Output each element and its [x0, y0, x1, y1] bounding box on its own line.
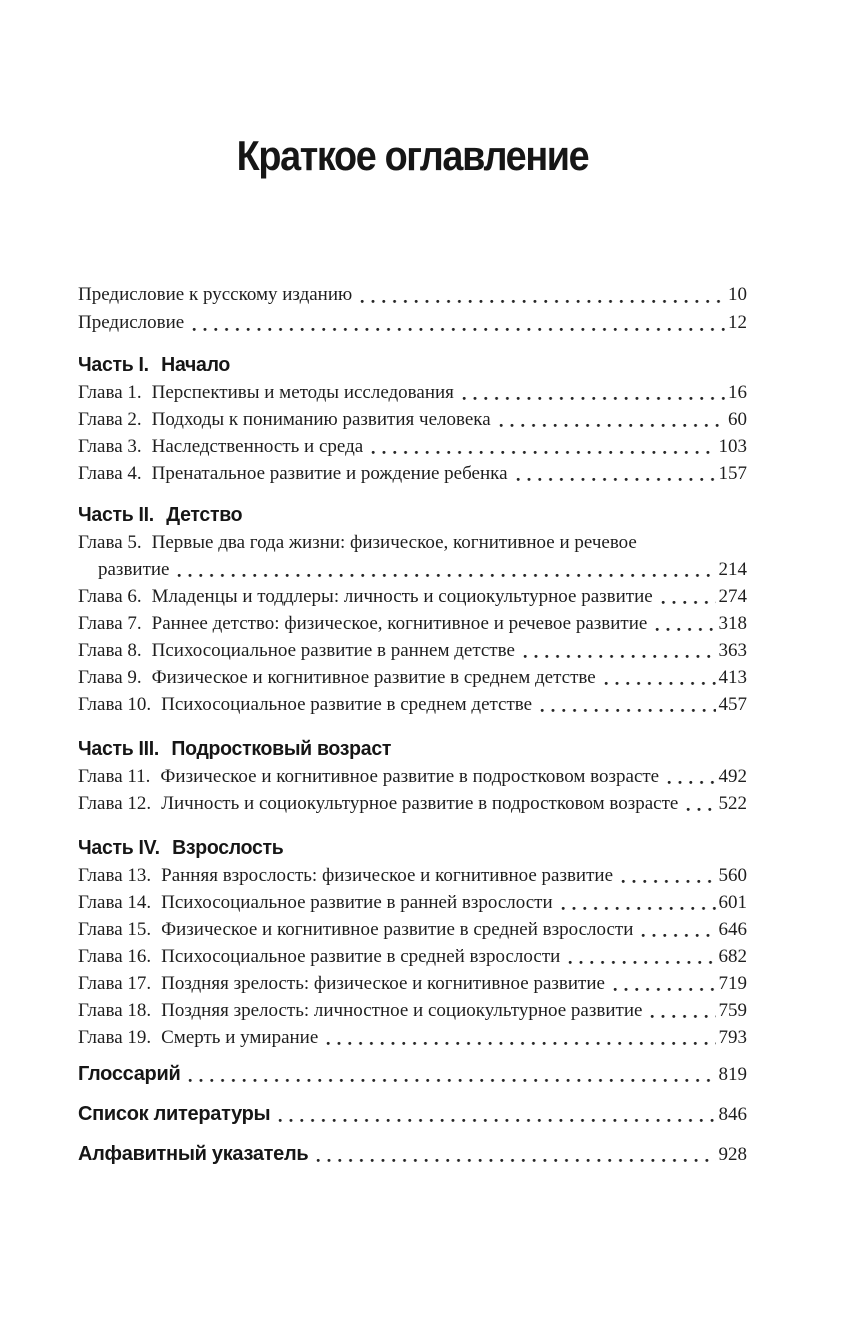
- dot-leader: [316, 1158, 715, 1163]
- entry-label: Алфавитный указатель: [78, 1143, 309, 1165]
- chapter-prefix: Глава 5.: [78, 532, 142, 553]
- page-number: 719: [718, 973, 747, 994]
- toc-entry-continuation: [78, 556, 747, 583]
- entry-label: Глоссарий: [78, 1063, 181, 1085]
- page-number: 560: [718, 865, 747, 886]
- entry-label: Список литературы: [78, 1103, 271, 1125]
- chapter-prefix: Глава 17.: [78, 973, 152, 994]
- toc-entry: [78, 862, 747, 889]
- page-number: 363: [718, 640, 747, 661]
- chapter-prefix: Глава 12.: [78, 793, 152, 814]
- chapter-title: Смерть и умирание: [161, 1027, 319, 1048]
- page-number: 12: [728, 312, 747, 333]
- page-number: 318: [718, 613, 747, 634]
- chapter-title: Раннее детство: физическое, когнитивное и речевое развитие: [151, 613, 648, 634]
- chapter-prefix: Глава 15.: [78, 919, 152, 940]
- toc-entry: [78, 1101, 747, 1128]
- chapter-prefix: Глава 7.: [78, 613, 142, 634]
- toc-entry: [78, 529, 747, 556]
- page-number: 601: [718, 892, 747, 913]
- toc-entry: [78, 583, 747, 610]
- toc-entry: [78, 790, 747, 817]
- chapter-title: Ранняя взрослость: физическое и когнитивное развитие: [161, 865, 614, 886]
- chapter-prefix: Глава 19.: [78, 1027, 152, 1048]
- toc-entry: [78, 916, 747, 943]
- dot-leader: [561, 906, 716, 911]
- chapter-prefix: Глава 10.: [78, 694, 152, 715]
- chapter-prefix: Глава 2.: [78, 409, 142, 430]
- dot-leader: [360, 299, 725, 304]
- dot-leader: [613, 987, 716, 992]
- part-section-3: [78, 736, 747, 817]
- page-number: 793: [718, 1027, 747, 1048]
- toc-entry: [78, 281, 747, 309]
- toc-entry: [78, 664, 747, 691]
- page-number: 682: [718, 946, 747, 967]
- part-name: Детство: [166, 503, 243, 526]
- chapter-title: Личность и социокультурное развитие в подростковом возрасте: [161, 793, 679, 814]
- chapter-prefix: Глава 8.: [78, 640, 142, 661]
- chapter-title: Психосоциальное развитие в раннем детстве: [151, 640, 515, 661]
- dot-leader: [650, 1014, 715, 1019]
- entry-label: Предисловие к русскому изданию: [78, 284, 353, 305]
- chapter-title: Поздняя зрелость: физическое и когнитивное развитие: [161, 973, 605, 994]
- page-number: 819: [718, 1064, 747, 1085]
- part-section-4: [78, 835, 747, 1051]
- dot-leader: [540, 708, 715, 713]
- chapter-prefix: Глава 3.: [78, 436, 142, 457]
- part-label: Часть I.: [78, 353, 149, 376]
- page-number: 759: [718, 1000, 747, 1021]
- toc-entry: [78, 309, 747, 337]
- page-number: 274: [718, 586, 747, 607]
- chapter-title: Физическое и когнитивное развитие в подростковом возрасте: [160, 766, 660, 787]
- toc-entry: [78, 433, 747, 460]
- chapter-prefix: Глава 13.: [78, 865, 152, 886]
- dot-leader: [177, 573, 715, 578]
- chapter-title: Младенцы и тоддлеры: личность и социокультурное развитие: [151, 586, 653, 607]
- page-number: 103: [718, 436, 747, 457]
- chapter-title: Перспективы и методы исследования: [151, 382, 454, 403]
- dot-leader: [686, 807, 715, 812]
- chapter-title: Первые два года жизни: физическое, когнитивное и речевое: [151, 532, 637, 553]
- page-number: 60: [728, 409, 747, 430]
- part-name: Подростковый возраст: [171, 737, 392, 760]
- dot-leader: [192, 327, 725, 332]
- chapter-prefix: Глава 1.: [78, 382, 142, 403]
- chapter-prefix: Глава 16.: [78, 946, 152, 967]
- page-number: 157: [718, 463, 747, 484]
- dot-leader: [621, 879, 715, 884]
- toc-entry: [78, 997, 747, 1024]
- chapter-title: Физическое и когнитивное развитие в среднем детстве: [151, 667, 596, 688]
- page-number: 646: [718, 919, 747, 940]
- page-number: 214: [718, 559, 747, 580]
- chapter-title: Физическое и когнитивное развитие в средней взрослости: [161, 919, 634, 940]
- dot-leader: [568, 960, 715, 965]
- dot-leader: [667, 780, 715, 785]
- page-number: 457: [718, 694, 747, 715]
- chapter-title: Психосоциальное развитие в среднем детстве: [161, 694, 533, 715]
- page-number: 846: [718, 1104, 747, 1125]
- dot-leader: [326, 1041, 715, 1046]
- toc-entry: [78, 406, 747, 433]
- page-number: 413: [718, 667, 747, 688]
- chapter-prefix: Глава 6.: [78, 586, 142, 607]
- chapter-prefix: Глава 4.: [78, 463, 142, 484]
- dot-leader: [462, 396, 725, 401]
- toc-entry: [78, 763, 747, 790]
- dot-leader: [641, 933, 715, 938]
- part-label: Часть III.: [78, 737, 160, 760]
- part-name: Начало: [161, 353, 231, 376]
- part-heading: [78, 352, 714, 377]
- dot-leader: [516, 477, 716, 482]
- chapter-title: Поздняя зрелость: личностное и социокультурное развитие: [161, 1000, 643, 1021]
- toc-page: [0, 134, 851, 1334]
- part-heading: [78, 736, 714, 761]
- toc-entry: [78, 889, 747, 916]
- toc-entry: [78, 379, 747, 406]
- toc-entry: [78, 1141, 747, 1168]
- entry-label: Предисловие: [78, 312, 185, 333]
- front-matter: [78, 281, 747, 337]
- dot-leader: [655, 627, 715, 632]
- dot-leader: [523, 654, 716, 659]
- toc-entry: [78, 1024, 747, 1051]
- dot-leader: [661, 600, 716, 605]
- toc-entry: [78, 691, 747, 718]
- toc-entry: [78, 610, 747, 637]
- part-heading: [78, 502, 714, 527]
- chapter-title: Подходы к пониманию развития человека: [151, 409, 491, 430]
- chapter-title: Наследственность и среда: [151, 436, 364, 457]
- page-number: 492: [718, 766, 747, 787]
- part-label: Часть IV.: [78, 836, 160, 859]
- page-number: 522: [718, 793, 747, 814]
- chapter-prefix: Глава 14.: [78, 892, 152, 913]
- chapter-title: Психосоциальное развитие в ранней взрослости: [161, 892, 553, 913]
- chapter-title: Пренатальное развитие и рождение ребенка: [151, 463, 508, 484]
- toc-entry: [78, 943, 747, 970]
- dot-leader: [499, 423, 725, 428]
- chapter-title-line2: развитие: [98, 559, 170, 580]
- part-section-2: [78, 502, 747, 718]
- chapter-title: Психосоциальное развитие в средней взрослости: [161, 946, 561, 967]
- page-number: 16: [728, 382, 747, 403]
- toc-entry: [78, 1061, 747, 1088]
- dot-leader: [371, 450, 715, 455]
- chapter-prefix: Глава 11.: [78, 766, 151, 787]
- part-name: Взрослость: [172, 836, 284, 859]
- dot-leader: [188, 1078, 715, 1083]
- toc-entry: [78, 460, 747, 487]
- dot-leader: [604, 681, 716, 686]
- page-number: 928: [718, 1144, 747, 1165]
- part-section-1: [78, 352, 747, 487]
- page-title: Краткое оглавление: [236, 132, 589, 179]
- toc-entry: [78, 637, 747, 664]
- chapter-prefix: Глава 18.: [78, 1000, 152, 1021]
- part-label: Часть II.: [78, 503, 154, 526]
- back-matter: [78, 1061, 747, 1168]
- dot-leader: [278, 1118, 715, 1123]
- chapter-prefix: Глава 9.: [78, 667, 142, 688]
- toc-entry: [78, 970, 747, 997]
- page-number: 10: [728, 284, 747, 305]
- part-heading: [78, 835, 714, 860]
